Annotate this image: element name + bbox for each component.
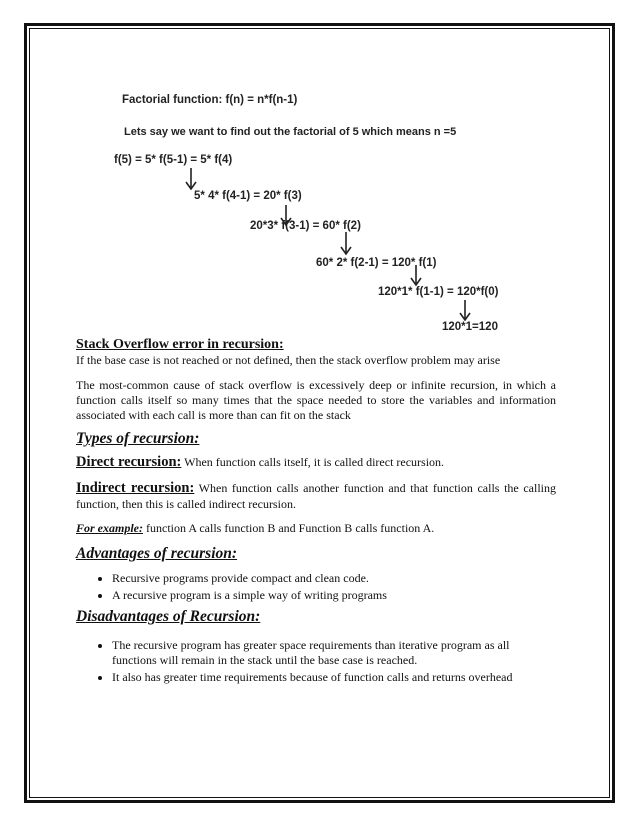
advantages-list: [76, 571, 556, 603]
diagram-step-2: 5* 4* f(4-1) = 20* f(3): [194, 190, 302, 202]
stack-overflow-para-1: If the base case is not reached or not defined, then the stack overflow problem may arise: [76, 353, 501, 367]
disadvantages-item: • It also has greater time requirements because of function calls and returns overhead: [112, 670, 556, 685]
direct-recursion-text: When function calls itself, it is called direct recursion.: [181, 455, 445, 469]
factorial-diagram: [110, 90, 510, 335]
heading-stack-overflow: Stack Overflow error in recursion:: [76, 337, 284, 352]
diagram-step-1: f(5) = 5* f(5-1) = 5* f(4): [114, 154, 233, 166]
indirect-recursion-term: Indirect recursion:: [76, 480, 195, 496]
advantages-item: • Recursive programs provide compact and clean code.: [112, 571, 556, 586]
direct-recursion-definition: [76, 455, 556, 470]
diagram-step-5: 120*1* f(1-1) = 120*f(0): [378, 286, 499, 298]
indirect-recursion-text: When function calls another function and that function calls the calling function, then this is called indirect recursion.: [76, 481, 556, 511]
disadvantages-item: • The recursive program has greater space requirements than iterative program as all functions will remain in the stack until the base case is reached.: [112, 638, 556, 668]
heading-types-of-recursion: Types of recursion:: [76, 430, 200, 447]
disadvantages-list: [76, 638, 556, 685]
heading-advantages: Advantages of recursion:: [76, 545, 238, 562]
advantages-item: • A recursive program is a simple way of writing programs: [112, 588, 556, 603]
heading-disadvantages: Disadvantages of Recursion:: [76, 608, 261, 625]
diagram-step-3: 20*3* f(3-1) = 60* f(2): [250, 220, 361, 232]
direct-recursion-term: Direct recursion:: [76, 454, 182, 470]
diagram-step-6: 120*1=120: [442, 321, 498, 333]
diagram-step-4: 60* 2* f(2-1) = 120* f(1): [316, 257, 437, 269]
stack-overflow-para-2: The most-common cause of stack overflow is excessively deep or infinite recursion, in which a function calls itself so many times that the space needed to store the variables and information associated with each call is more than can fit on the stack: [76, 378, 556, 422]
example-label: For example:: [76, 521, 143, 535]
document-body: [76, 337, 556, 687]
diagram-title: Factorial function: f(n) = n*f(n-1): [122, 94, 298, 106]
diagram-intro: Lets say we want to find out the factorial of 5 which means n =5: [124, 126, 457, 138]
example-text: function A calls function B and Function B calls function A.: [143, 521, 435, 535]
indirect-recursion-definition: [76, 480, 556, 512]
recursion-example: [76, 521, 556, 536]
